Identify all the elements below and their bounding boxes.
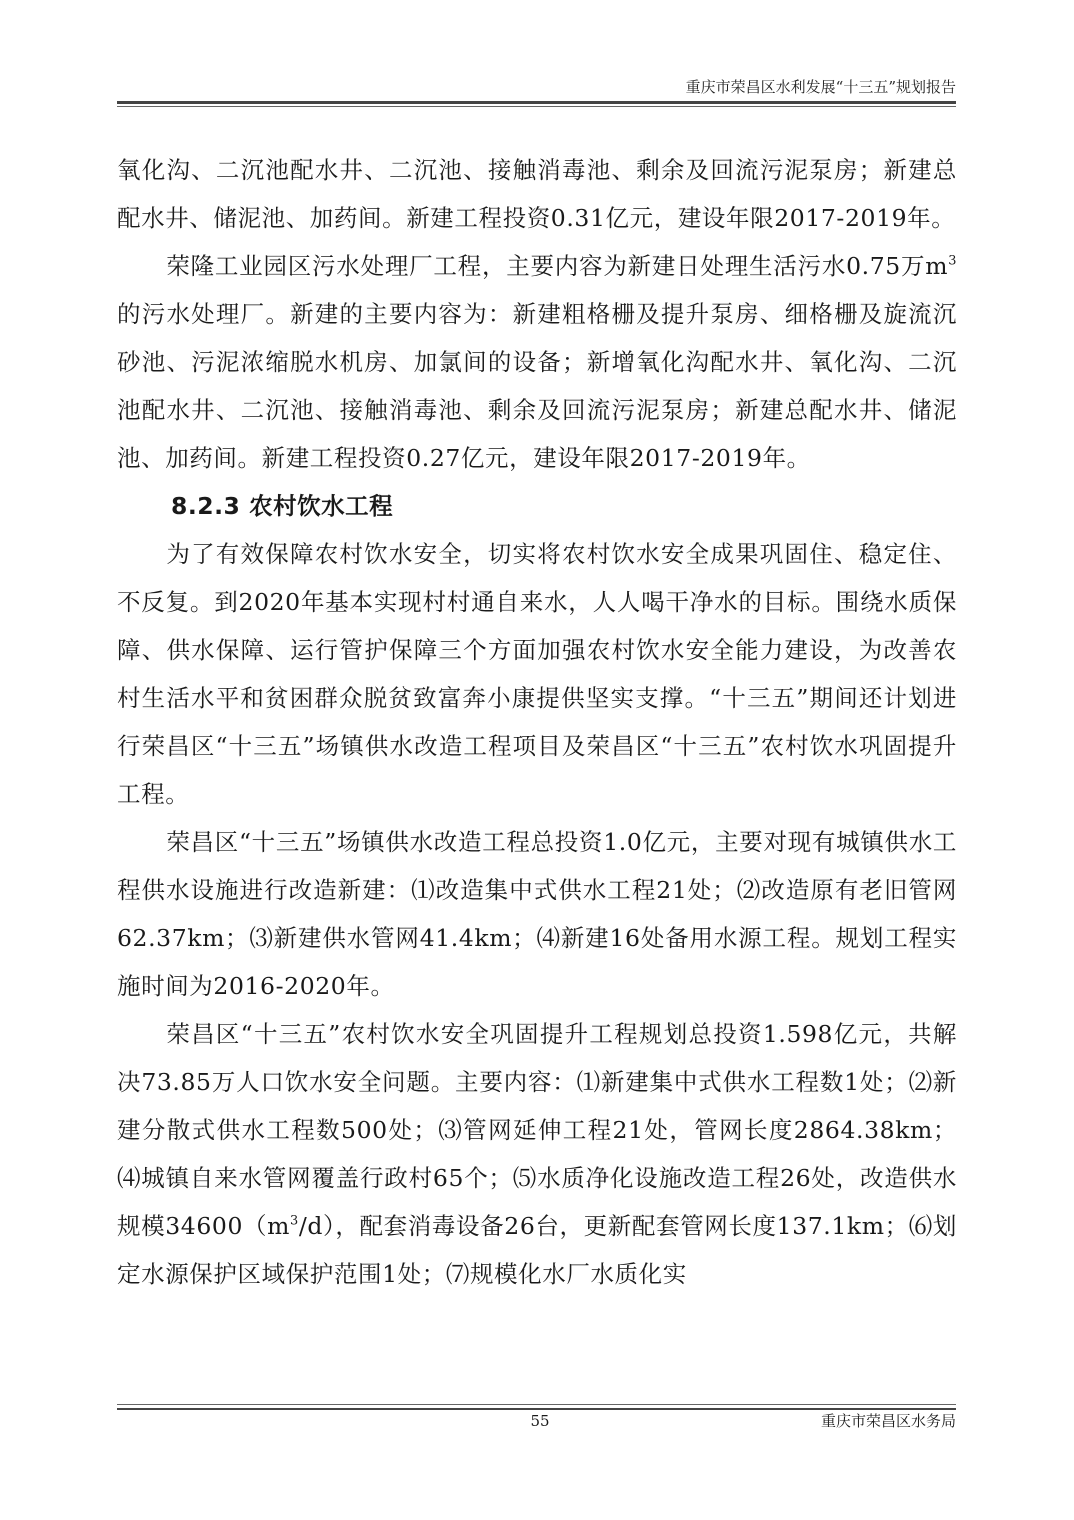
paragraph-text: 的污水处理厂。新建的主要内容为：新建粗格栅及提升泵房、细格栅及旋流沉砂池、污泥浓缩脱水机房、加氯间的设备；新增氧化沟配水井、氧化沟、二沉池配水井、二沉池、接触消毒池、剩余及回流污泥泵房；新建总配水井、储泥池、加药间。新建工程投资0.27亿元，建设年限2017-2019年。 [117,300,957,472]
paragraph-continued: 氧化沟、二沉池配水井、二沉池、接触消毒池、剩余及回流污泥泵房；新建总配水井、储泥池、加药间。新建工程投资0.31亿元，建设年限2017-2019年。 [117,156,957,232]
superscript: 3 [290,1213,299,1229]
paragraph-text: 荣昌区“十三五”农村饮水安全巩固提升工程规划总投资1.598亿元，共解决73.85万人口饮水安全问题。主要内容：⑴新建集中式供水工程数1处；⑵新建分散式供水工程数500处；⑶管网延伸工程21处，管网长度2864.38km；⑷城镇自来水管网覆盖行政村65个；⑸水质净化设施改造工程26处，改造供水规模34600（m [117,1020,957,1240]
header-rule [117,101,956,104]
superscript: 3 [948,253,957,269]
footer-rule-thin [117,1404,956,1405]
paragraph-text: /d），配套消毒设备26台，更新配套管网长度137.1km；⑹划定水源保护区域保护范围1处；⑺规模化水厂水质化实 [117,1212,957,1288]
paragraph-rural-consolidation [117,1010,957,1298]
page-number: 55 [530,1412,550,1430]
paragraph-town-supply: 荣昌区“十三五”场镇供水改造工程总投资1.0亿元，主要对现有城镇供水工程供水设施进行改造新建：⑴改造集中式供水工程21处；⑵改造原有老旧管网62.37km；⑶新建供水管网41.4km；⑷新建16处备用水源工程。规划工程实施时间为2016-2020年。 [117,828,957,1000]
running-header: 重庆市荣昌区水利发展“十三五”规划报告 [685,78,956,96]
section-heading: 8.2.3 农村饮水工程 [171,492,394,520]
paragraph-rural-water: 为了有效保障农村饮水安全，切实将农村饮水安全成果巩固住、稳定住、不反复。到2020年基本实现村村通自来水，人人喝干净水的目标。围绕水质保障、供水保障、运行管护保障三个方面加强农村饮水安全能力建设，为改善农村生活水平和贫困群众脱贫致富奔小康提供坚实支撑。“十三五”期间还计划进行荣昌区“十三五”场镇供水改造工程项目及荣昌区“十三五”农村饮水巩固提升工程。 [117,540,957,808]
page-body [117,146,957,1298]
paragraph-text: 荣隆工业园区污水处理厂工程，主要内容为新建日处理生活污水0.75万m [166,252,949,280]
paragraph-ronglong-plant [117,242,957,482]
header-rule-thin [117,106,956,107]
footer-organization: 重庆市荣昌区水务局 [820,1412,956,1430]
